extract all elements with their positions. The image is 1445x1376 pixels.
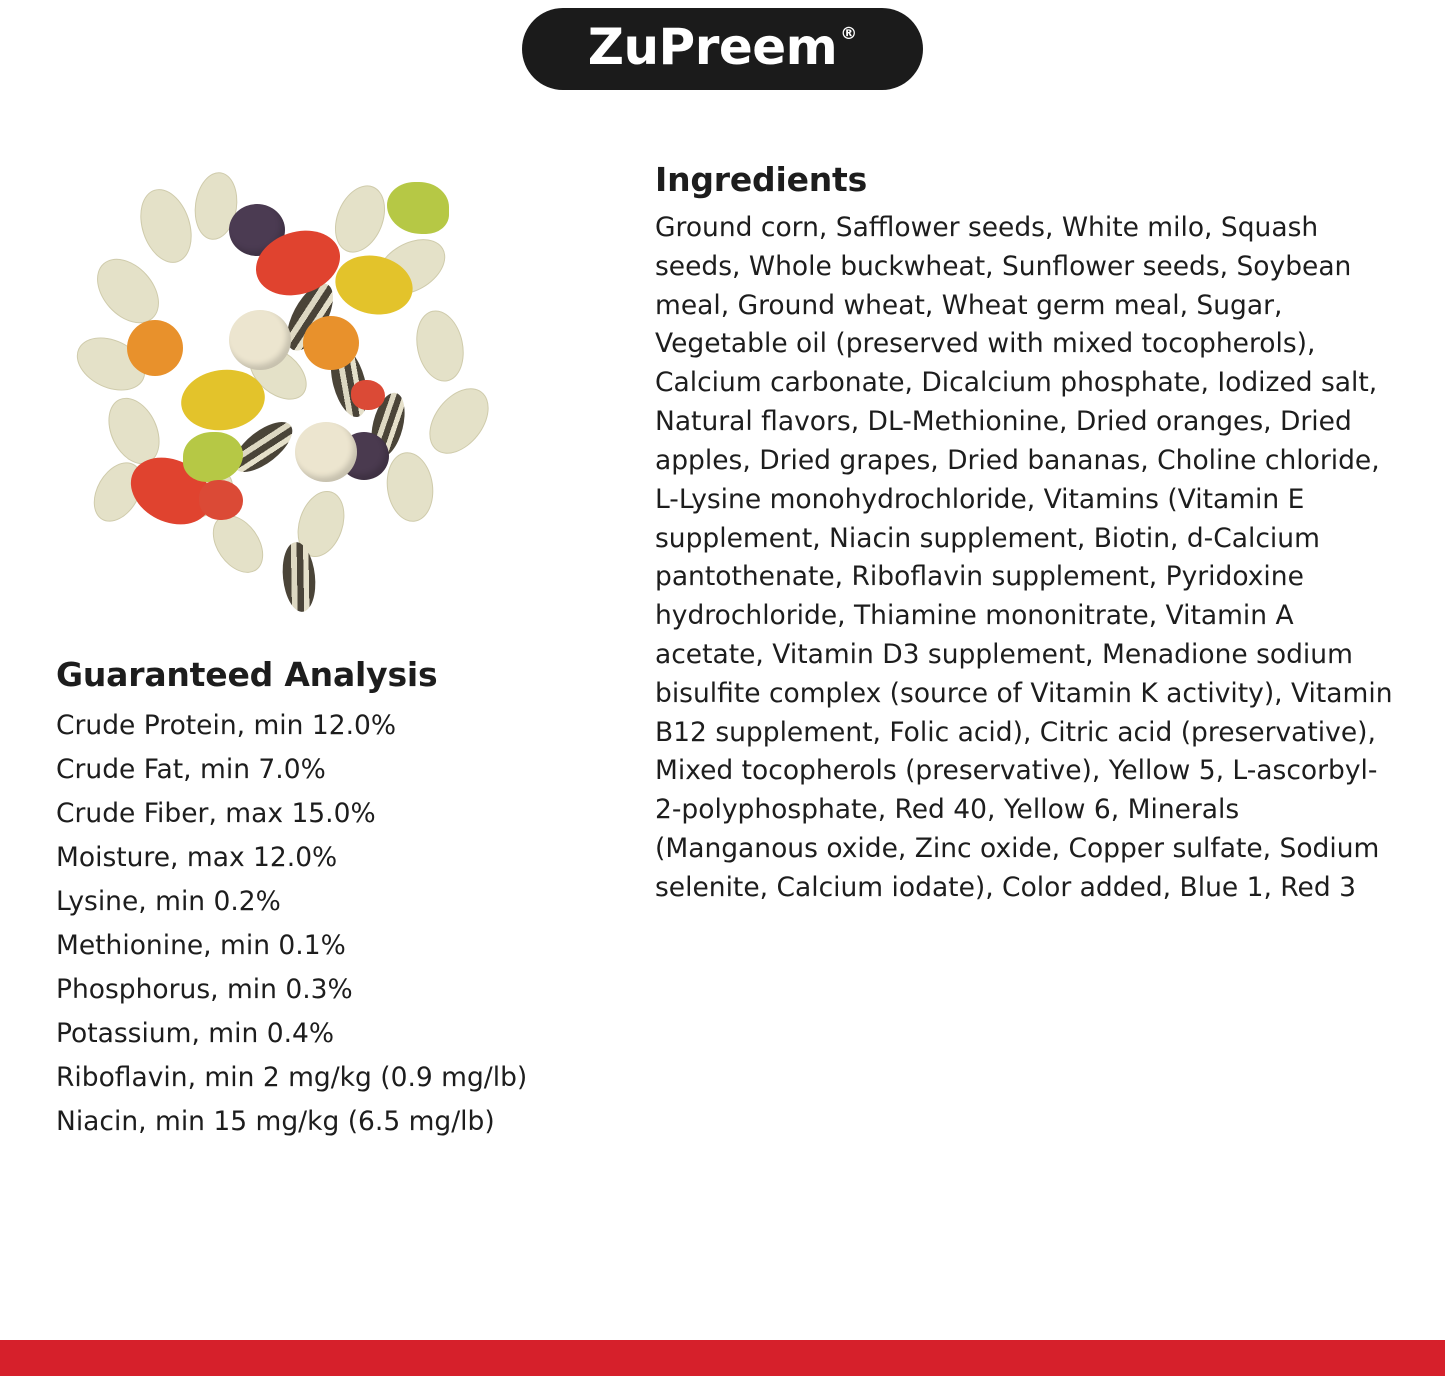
brand-logo-pill (522, 8, 924, 90)
list-item: Phosphorus, min 0.3% (56, 973, 353, 1005)
list-item: Methionine, min 0.1% (56, 929, 346, 961)
footer-accent-bar (0, 1340, 1445, 1376)
guaranteed-analysis-block (52, 655, 655, 1144)
list-item: Crude Fiber, max 15.0% (56, 797, 376, 829)
list-item: Moisture, max 12.0% (56, 841, 338, 873)
list-item: Crude Fat, min 7.0% (56, 753, 326, 785)
list-item: Riboflavin, min 2 mg/kg (0.9 mg/lb) (56, 1061, 528, 1093)
left-column (0, 160, 655, 1144)
product-photo (87, 160, 517, 600)
guaranteed-analysis-list (56, 704, 655, 1144)
brand-header (0, 8, 1445, 90)
right-column (655, 160, 1445, 1144)
list-item: Niacin, min 15 mg/kg (6.5 mg/lb) (56, 1105, 495, 1137)
ingredients-body: Ground corn, Safflower seeds, White milo, Squash seeds, Whole buckwheat, Sunflower seeds, Soybean meal, Ground wheat, Wheat germ meal, Sugar, Vegetable oil (preserved with mixed tocopherols), Calcium carbonate, Dicalcium phosphate, Iodized salt, Natural flavors, DL-Methionine, Dried oranges, Dried apples, Dried grapes, Dried bananas, Choline chloride, L-Lysine monohydrochloride, Vitamins (Vitamin E supplement, Niacin supplement, Biotin, d-Calcium pantothenate, Riboflavin supplement, Pyridoxine hydrochloride, Thiamine mononitrate, Vitamin A acetate, Vitamin D3 supplement, Menadione sodium bisulfite complex (source of Vitamin K activity), Vitamin B12 supplement, Folic acid), Citric acid (preservative), Mixed tocopherols (preservative), Yellow 5, L-ascorbyl-2-polyphosphate, Red 40, Yellow 6, Minerals (Manganous oxide, Zinc oxide, Copper sulfate, Sodium selenite, Calcium iodate), Color added, Blue 1, Red 3 (655, 212, 1393, 903)
content-columns (0, 160, 1445, 1144)
list-item: Lysine, min 0.2% (56, 885, 281, 917)
brand-name: ZuPreem (587, 18, 838, 76)
list-item: Crude Protein, min 12.0% (56, 710, 397, 741)
ingredients-title: Ingredients (655, 160, 868, 199)
registered-trademark-icon: ® (840, 24, 858, 44)
guaranteed-analysis-title: Guaranteed Analysis (56, 655, 438, 694)
list-item: Potassium, min 0.4% (56, 1017, 335, 1049)
